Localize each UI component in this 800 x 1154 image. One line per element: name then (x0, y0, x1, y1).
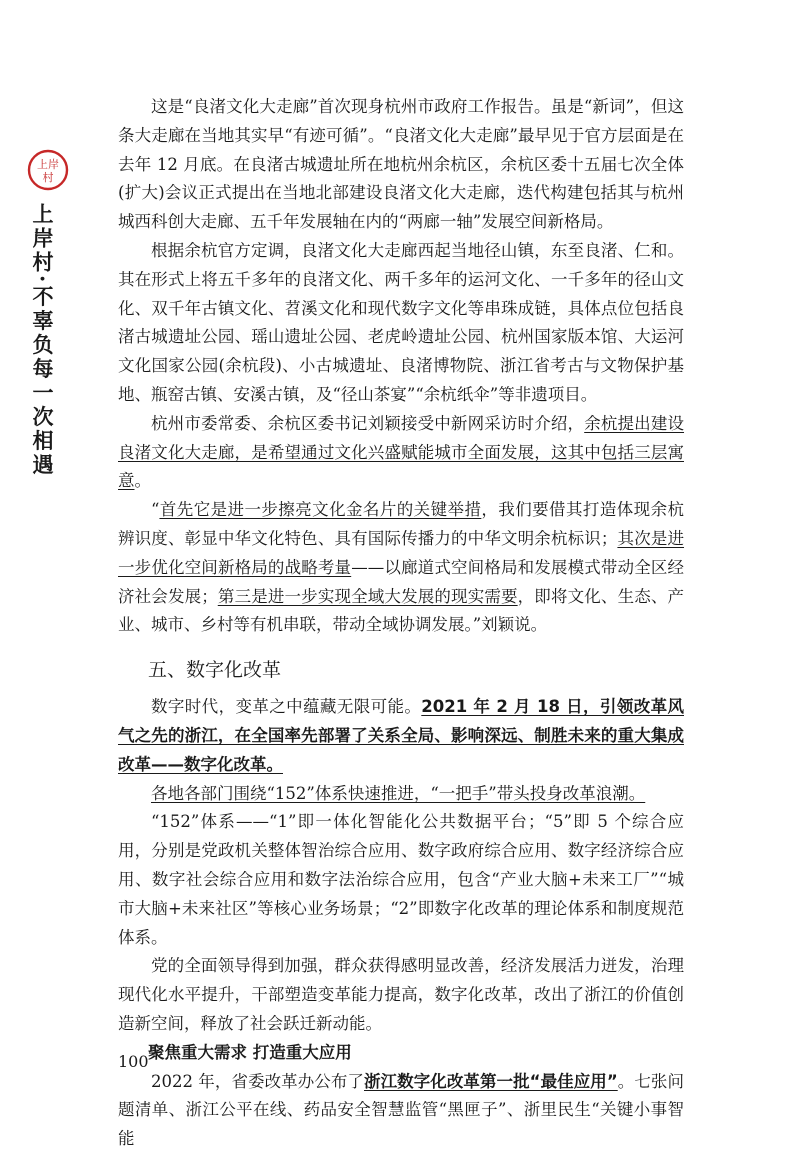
svg-text:村: 村 (42, 171, 54, 184)
bold-underlined-statement: 2021 年 2 月 18 日，引领改革风气之先的浙江，在全国率先部署了关系全局、影响深远、制胜未来的重大集成改革——数字化改革。 (118, 697, 684, 774)
paragraph-3: 杭州市委常委、余杭区委书记刘颖接受中新网采访时介绍，余杭提出建设良渚文化大走廊，是希望通过文化兴盛赋能城市全面发展，这其中包括三层寓意。 (118, 413, 685, 491)
underlined-point-1: 首先它是进一步擦亮文化金名片的关键举措 (159, 500, 482, 520)
page-content (118, 93, 684, 1154)
paragraph-9: 2022 年，省委改革办公布了浙江数字化改革第一批“最佳应用”。七张问题清单、浙江公平在线、药品安全智慧监管“黑匣子”、浙里民生“关键小事智能 (118, 1071, 684, 1149)
seal-logo (26, 148, 70, 192)
paragraph-6 (118, 780, 684, 809)
paragraph-1: 这是“良渚文化大走廊”首次现身杭州市政府工作报告。虽是“新词”，但这条大走廊在当地其实早“有迹可循”。“良渚文化大走廊”最早见于官方层面是在去年 12 月底。在良渚古城遗址所在地杭州余杭区，余杭区委十五届七次全体(扩大)会议正式提出在当地北部建设良渚文化大走廊，迭代构建包括其与杭州城西科创大走廊、五千年发展轴在内的“两廊一轴”发展空间新格局。 (118, 97, 684, 232)
underlined-point-3: 第三是进一步实现全域大发展的现实需要 (217, 586, 518, 606)
paragraph-5: 数字时代，变革之中蕴藏无限可能。2021 年 2 月 18 日，引领改革风气之先的浙江，在全国率先部署了关系全局、影响深远、制胜未来的重大集成改革——数字化改革。 (118, 697, 684, 774)
paragraph-4: “首先它是进一步擦亮文化金名片的关键举措，我们要借其打造体现余杭辨识度、彰显中华文化特色、具有国际传播力的中华文明余杭标识；其次是进一步优化空间新格局的战略考量——以廊道式空间格局和发展模式带动全区经济社会发展；第三是进一步实现全域大发展的现实需要，即将文化、生态、产业、城市、乡村等有机串联，带动全域协调发展。”刘颖说。 (118, 500, 685, 635)
running-title: 上岸村·不辜负每一次相遇 (30, 203, 55, 478)
underlined-point-2: 其次是进一步优化空间新格局的战略考量 (118, 528, 685, 577)
underlined-quote: 余杭提出建设良渚文化大走廊，是希望通过文化兴盛赋能城市全面发展，这其中包括三层寓意 (118, 413, 685, 491)
paragraph-7: “152”体系——“1”即一体化智能化公共数据平台；“5”即 5 个综合应用，分别是党政机关整体智治综合应用、数字政府综合应用、数字经济综合应用、数字社会综合应用和数字法治综合应用，包含“产业大脑+未来工厂”“城市大脑+未来社区”等核心业务场景；“2”即数字化改革的理论体系和制度规范体系。 (118, 812, 684, 947)
paragraph-2: 根据余杭官方定调，良渚文化大走廊西起当地径山镇，东至良渚、仁和。其在形式上将五千多年的良渚文化、两千多年的运河文化、一千多年的径山文化、双千年古镇文化、苕溪文化和现代数字文化等串珠成链，具体点位包括良渚古城遗址公园、瑶山遗址公园、老虎岭遗址公园、杭州国家版本馆、大运河文化国家公园(余杭段)、小古城遗址、良渚博物院、浙江省考古与文物保护基地、瓶窑古镇、安溪古镇，及“径山茶宴”“余杭纸伞”等非遗项目。 (118, 240, 684, 404)
section-heading: 五、数字化改革 (148, 659, 282, 682)
best-application-title: 浙江数字化改革第一批“最佳应用” (364, 1071, 618, 1091)
paragraph-8: 党的全面领导得到加强，群众获得感明显改善，经济发展活力迸发，治理现代化水平提升，干部塑造变革能力提高，数字化改革，改出了浙江的价值创造新空间，释放了社会跃迁新动能。 (118, 956, 684, 1033)
underlined-sentence: 各地各部门围绕“152”体系快速推进，“一把手”带头投身改革浪潮。 (151, 783, 646, 803)
svg-text:上岸: 上岸 (37, 158, 59, 171)
page-number: 100 (118, 1052, 149, 1071)
subheading: 聚焦重大需求 打造重大应用 (148, 1042, 352, 1062)
